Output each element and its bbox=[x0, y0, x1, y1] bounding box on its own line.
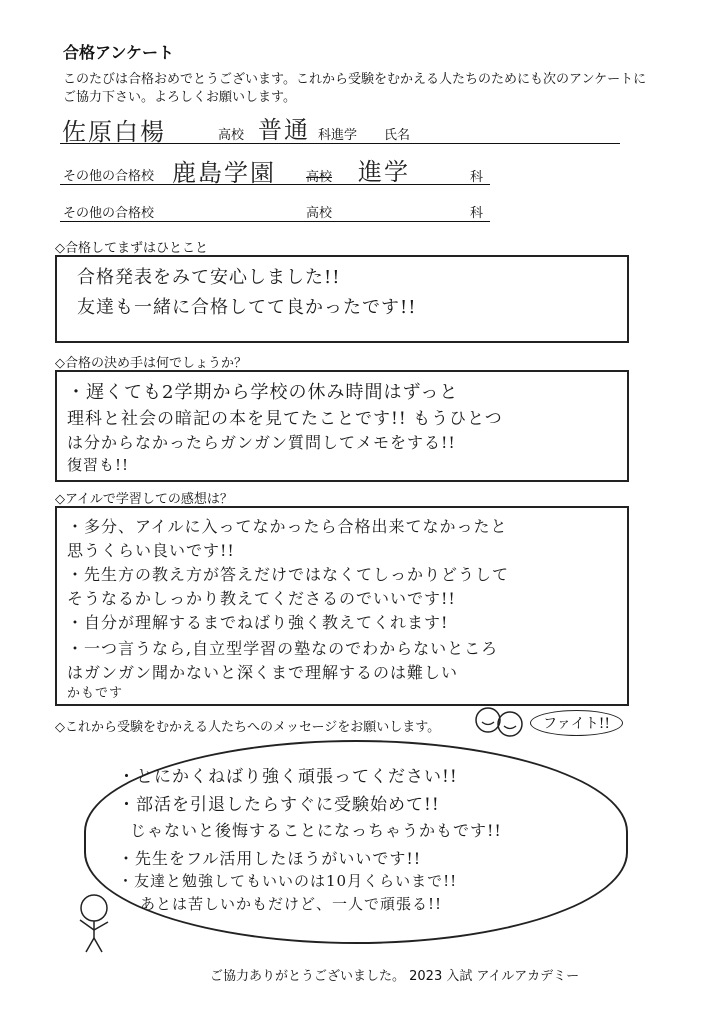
other-course-suffix-2: 科 bbox=[470, 206, 484, 221]
faces-doodle bbox=[470, 700, 530, 745]
intro-text-line1: このたびは合格おめでとうございます。これから受験をむかえる人たちのためにも次のアンケートに bbox=[63, 72, 647, 87]
answer-box-1 bbox=[55, 255, 629, 343]
answer-3-line-5: ・自分が理解するまでねばり強く教えてくれます! bbox=[67, 613, 449, 632]
answer-4-line-4: ・先生をフル活用したほうがいいです!! bbox=[118, 849, 422, 868]
answer-4-line-6: あとは苦しいかもだけど、一人で頑張る!! bbox=[140, 895, 443, 913]
stick-figure-doodle bbox=[72, 890, 122, 955]
answer-1-line-2: 友達も一緒に合格してて良かったです!! bbox=[77, 297, 417, 318]
intro-text-line2: ご協力下さい。よろしくお願いします。 bbox=[63, 90, 296, 105]
name-label: 氏名 bbox=[384, 128, 411, 143]
other-school-label-1: その他の合格校 bbox=[63, 169, 155, 184]
school-row-underline bbox=[60, 143, 620, 144]
page-title: 合格アンケート bbox=[63, 43, 175, 62]
answer-2-line-1: ・遅くても2学期から学校の休み時間はずっと bbox=[67, 382, 459, 403]
answer-4-line-1: ・とにかくねばり強く頑張ってください!! bbox=[118, 767, 458, 787]
question-3: ◇アイルで学習しての感想は？ bbox=[55, 492, 233, 507]
answer-3-line-3: ・先生方の教え方が答えだけではなくてしっかりどうして bbox=[67, 565, 510, 584]
other-school-handwritten-1: 鹿島学園 bbox=[172, 159, 276, 187]
footer-text: ご協力ありがとうございました。 2023 入試 アイルアカデミー bbox=[210, 969, 580, 984]
answer-4-line-3: じゃないと後悔することになっちゃうかもです!! bbox=[130, 821, 502, 840]
other-course-handwritten-1: 進学 bbox=[358, 158, 410, 186]
answer-1-line-1: 合格発表をみて安心しました!! bbox=[77, 267, 341, 288]
answer-4-line-5: ・友達と勉強してもいいのは10月くらいまで!! bbox=[118, 872, 458, 890]
answer-box-2 bbox=[55, 370, 629, 482]
answer-3-line-6: ・一つ言うなら,自立型学習の塾なのでわからないところ bbox=[67, 639, 499, 658]
answer-3-line-1: ・多分、アイルに入ってなかったら合格出来てなかったと bbox=[67, 517, 508, 536]
other-school-suffix-2: 高校 bbox=[306, 206, 333, 221]
answer-3-line-7: はガンガン聞かないと深くまで理解するのは難しい bbox=[67, 663, 459, 682]
question-4: ◇これから受験をむかえる人たちへのメッセージをお願いします。 bbox=[55, 720, 441, 735]
answer-2-line-2: 理科と社会の暗記の本を見てたことです!! もうひとつ bbox=[67, 409, 503, 429]
other-school-suffix-1: 高校 bbox=[306, 170, 333, 185]
answer-3-line-2: 思うくらい良いです!! bbox=[67, 541, 235, 560]
other-row2-underline bbox=[60, 221, 490, 222]
answer-box-3 bbox=[55, 506, 629, 706]
school-label: 高校 bbox=[218, 128, 245, 143]
answer-3-line-8: かもです bbox=[67, 686, 124, 701]
question-2: ◇合格の決め手は何でしょうか？ bbox=[55, 356, 247, 371]
other-school-label-2: その他の合格校 bbox=[63, 206, 155, 221]
other-course-suffix-1: 科 bbox=[470, 170, 484, 185]
answer-3-line-4: そうなるかしっかり教えてくださるのでいいです!! bbox=[67, 589, 456, 608]
course-handwritten: 普通 bbox=[258, 116, 310, 144]
school-handwritten: 佐原白楊 bbox=[62, 118, 166, 146]
course-label: 科進学 bbox=[318, 128, 358, 143]
answer-2-line-3: は分からなかったらガンガン質問してメモをする!! bbox=[67, 433, 456, 452]
answer-4-line-2: ・部活を引退したらすぐに受験始めて!! bbox=[118, 795, 440, 815]
other-row1-underline bbox=[60, 184, 490, 185]
question-1: ◇合格してまずはひとこと bbox=[55, 241, 208, 256]
fight-speech-bubble: ファイト!! bbox=[530, 710, 623, 736]
answer-2-line-4: 復習も!! bbox=[67, 456, 130, 474]
